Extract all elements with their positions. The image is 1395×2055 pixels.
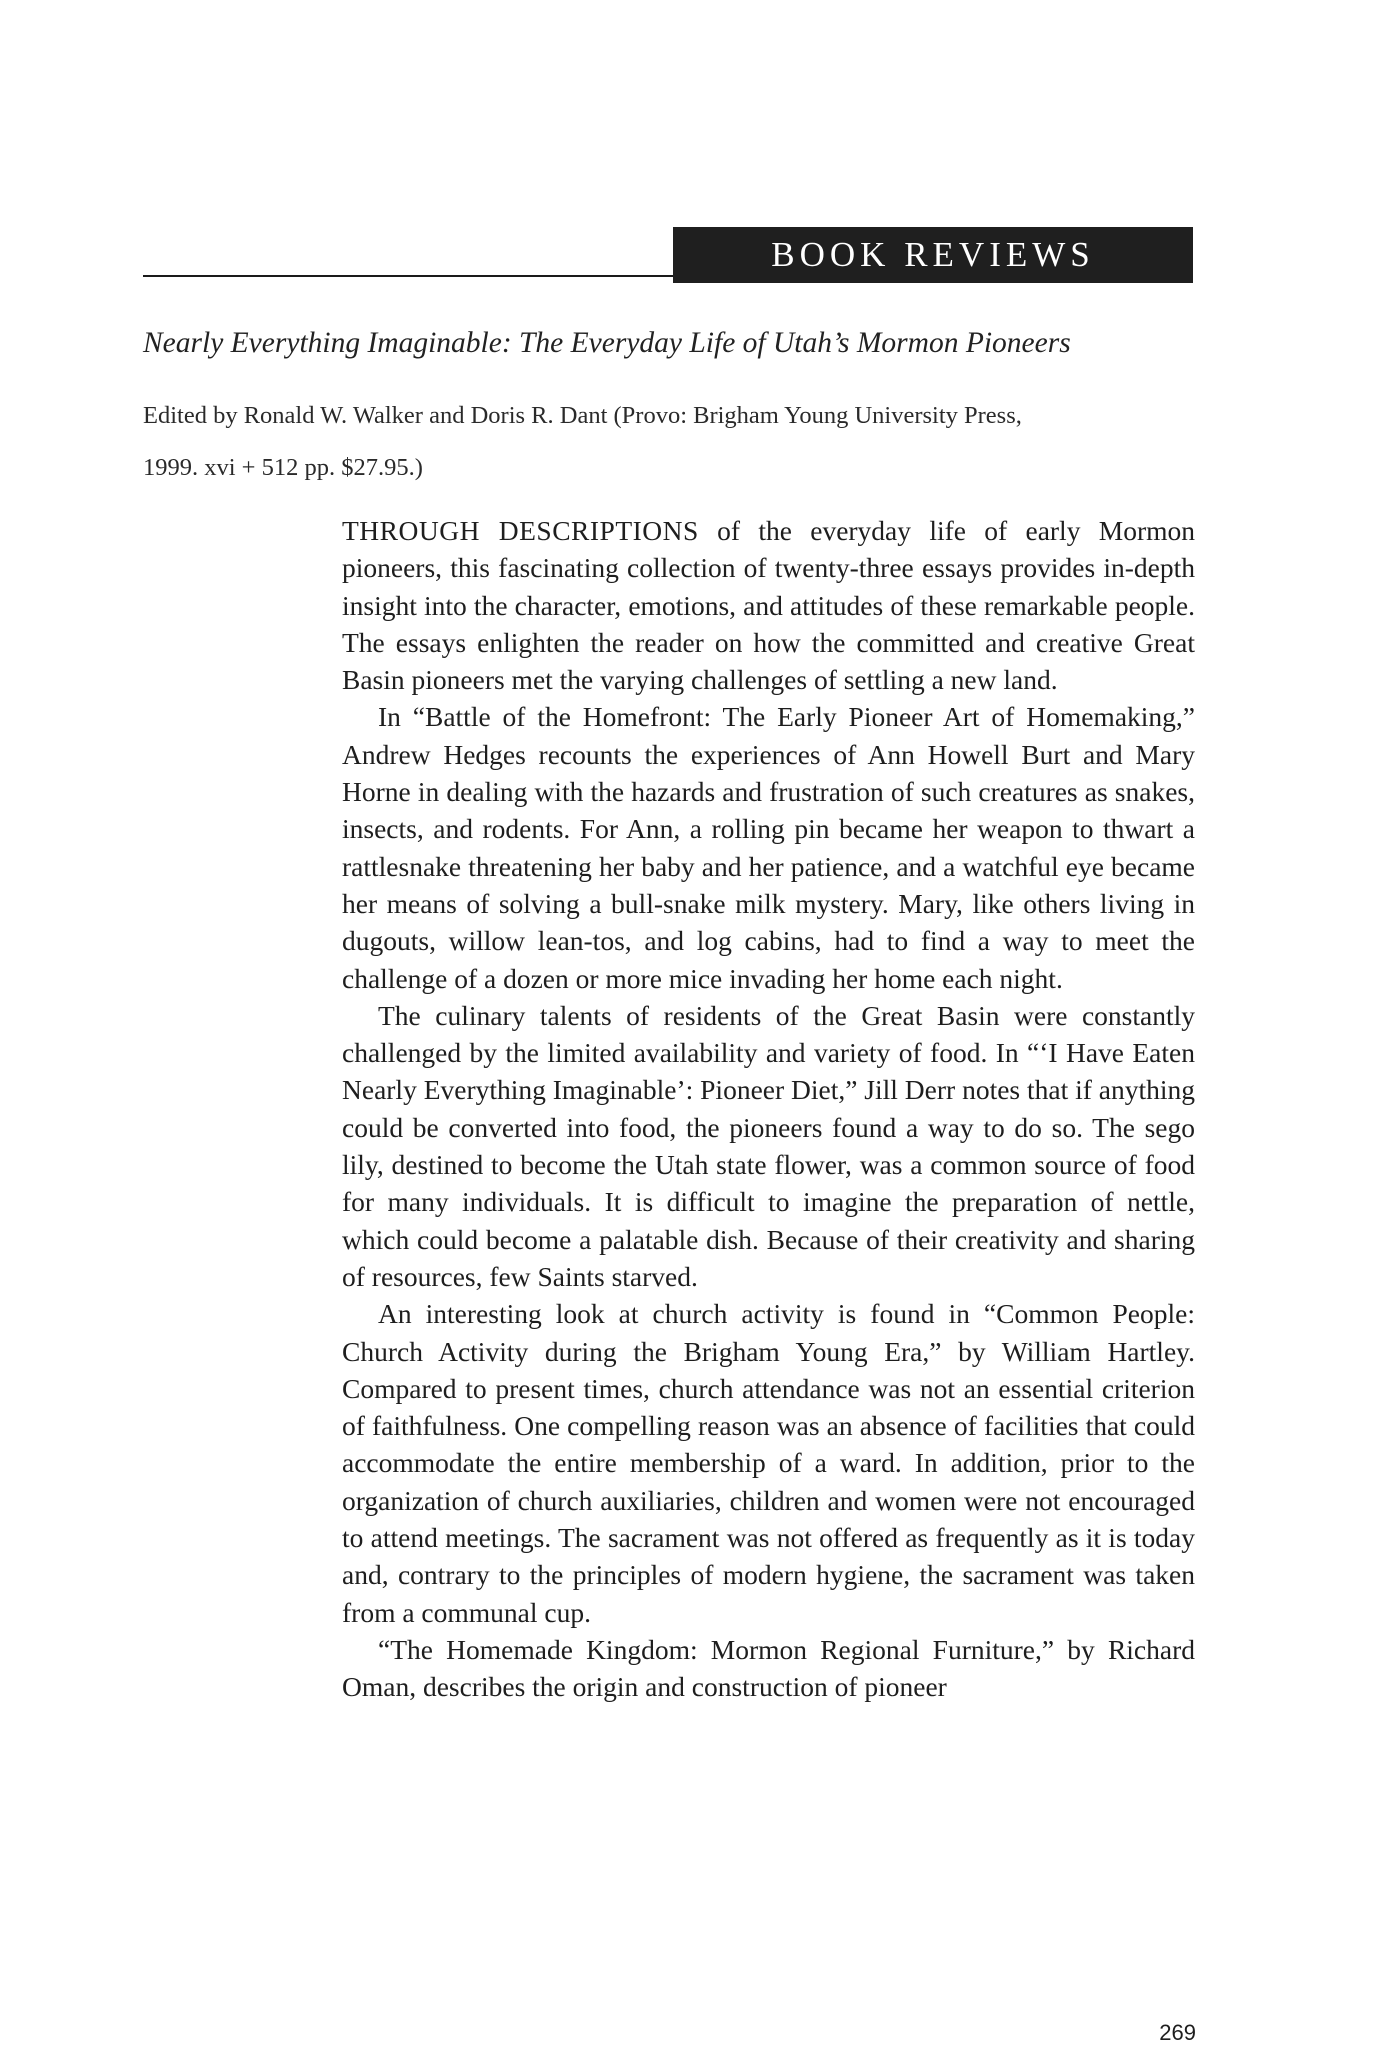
review-paragraph-2: In “Battle of the Homefront: The Early Pioneer Art of Homemaking,” Andrew Hedges recounts the experiences of Ann Howell Burt and Mary Horne in dealing with the hazards and frustration of such creatures as snakes, insects, and rodents. For Ann, a rolling pin became her weapon to thwart a rattlesnake threatening her baby and her patience, and a watchful eye became her means of solving a bull-snake milk mystery. Mary, like others living in dugouts, willow lean-tos, and log cabins, had to find a way to meet the challenge of a dozen or more mice invading her home each night. (342, 701, 1195, 994)
review-body (342, 512, 1195, 1706)
page-number: 269 (1159, 2020, 1196, 2045)
review-paragraph-5: “The Homemade Kingdom: Mormon Regional Furniture,” by Richard Oman, describes the origin and construction of pioneer (342, 1633, 1195, 1703)
review-paragraph-1 (342, 512, 1195, 698)
book-title: Nearly Everything Imaginable: The Everyday Life of Utah’s Mormon Pioneers (143, 327, 1071, 359)
paragraph-1-text: of the everyday life of early Mormon pioneers, this fascinating collection of twenty-three essays provides in-depth insight into the character, emotions, and attitudes of these remarkable people. The essays enlighten the reader on how the committed and creative Great Basin pioneers met the varying challenges of settling a new land. (342, 515, 1195, 696)
review-paragraph-3: The culinary talents of residents of the Great Basin were constantly challenged by the limited availability and variety of food. In “‘I Have Eaten Nearly Everything Imaginable’: Pioneer Diet,” Jill Derr notes that if anything could be converted into food, the pioneers found a way to do so. The sego lily, destined to become the Utah state flower, was a common source of food for many individuals. It is difficult to imagine the preparation of nettle, which could become a palatable dish. Because of their creativity and sharing of resources, few Saints starved. (342, 999, 1196, 1292)
book-publication-info-line-1: Edited by Ronald W. Walker and Doris R. Dant (Provo: Brigham Young University Press, (143, 402, 1022, 429)
review-paragraph-4: An interesting look at church activity is found in “Common People: Church Activity during the Brigham Young Era,” by William Hartley. Compared to present times, church attendance was not an essential criterion of faithfulness. One compelling reason was an absence of facilities that could accommodate the entire membership of a ward. In addition, prior to the organization of church auxiliaries, children and women were not encouraged to attend meetings. The sacrament was not offered as frequently as it is today and, contrary to the principles of modern hygiene, the sacrament was taken from a communal cup. (342, 1298, 1195, 1628)
paragraph-lead-words: THROUGH DESCRIPTIONS (342, 515, 699, 546)
section-heading-banner: BOOK REVIEWS (673, 227, 1193, 283)
book-publication-info-line-2: 1999. xvi + 512 pp. $27.95.) (143, 454, 423, 481)
